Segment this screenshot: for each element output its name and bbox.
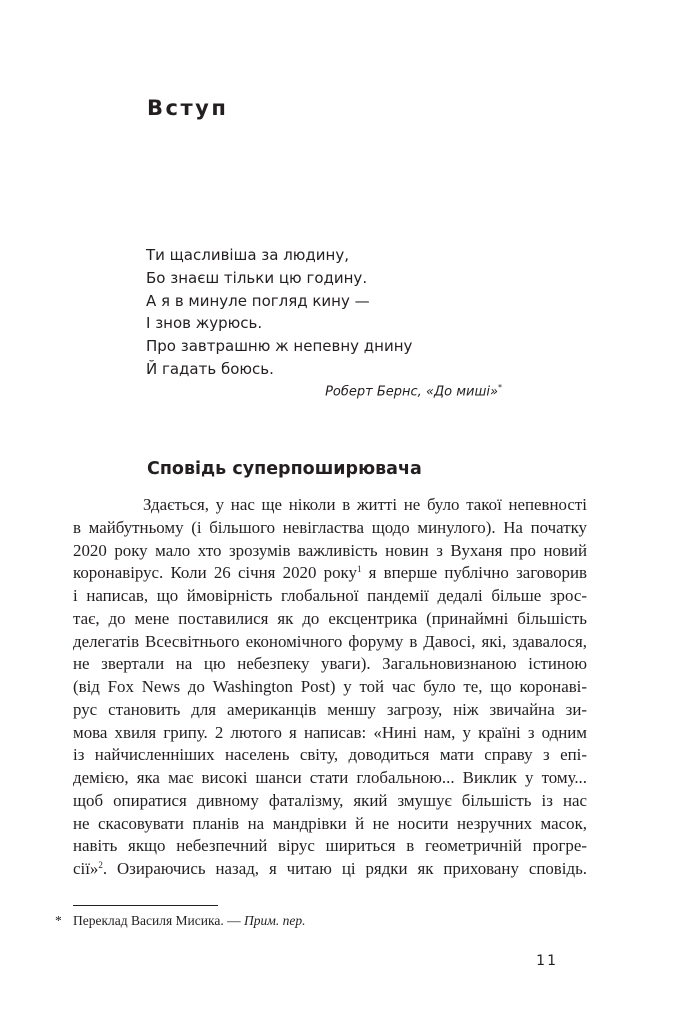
body-line-part: . Озираючись назад, я читаю ці рядки як приховану сповідь.	[102, 859, 587, 878]
footnote-divider	[73, 905, 218, 906]
body-line: щоб опиратися дивному фаталізму, який змушує більшість із нас	[73, 790, 587, 810]
note-reference: 1	[356, 564, 362, 575]
body-line: не скасовувати планів на мандрівки й не носити незручних масок,	[73, 813, 587, 833]
note-reference: 2	[98, 860, 103, 870]
body-line: тає, до мене поставилися як до ексцентрика (принаймні більшість	[73, 608, 587, 628]
body-line-part: сії»	[73, 859, 99, 878]
epigraph	[146, 244, 506, 381]
chapter-title: Вступ	[147, 96, 229, 120]
body-line: не звертали на цю небезпеку уваги). Загальновизнаною істиною	[73, 654, 587, 674]
body-paragraph	[73, 494, 587, 881]
attribution-footnote-mark: *	[498, 383, 502, 392]
body-line: (від Fox News до Washington Post) у той час було те, що коронаві-	[73, 677, 587, 696]
body-line: 2020 року мало хто зрозумів важливість новин з Вуханя про новий	[73, 540, 587, 560]
body-line	[73, 562, 587, 585]
body-line	[73, 858, 587, 881]
section-heading: Сповідь суперпоширювача	[147, 459, 422, 479]
epigraph-line: Ти щасливіша за людину,	[146, 246, 349, 264]
epigraph-line: Й гадать боюсь.	[146, 359, 274, 378]
footnote	[55, 913, 305, 929]
body-line: і написав, що ймовірність глобальної пандемії дедалі більше зрос-	[73, 586, 587, 605]
epigraph-line: І знов журюсь.	[146, 314, 263, 333]
body-line: в майбутньому (і більшого невігластва щодо минулого). На початку	[73, 517, 587, 537]
attribution-text: Роберт Бернс, «До миші»	[325, 384, 498, 400]
epigraph-line: А я в минуле погляд кину —	[146, 291, 370, 310]
footnote-mark: *	[55, 913, 62, 928]
body-line: навіть якщо небезпечний вірус шириться в геометричній прогре-	[73, 836, 587, 856]
footnote-text: Переклад Василя Мисика. —	[73, 913, 244, 928]
footnote-italic-note: Прим. пер.	[243, 913, 306, 928]
epigraph-attribution	[325, 383, 502, 399]
body-line: делегатів Всесвітнього економічного форуму в Давосі, які, здавалося,	[73, 631, 587, 651]
body-line: рус становить для американців меншу загрозу, ніж звичайна зи-	[73, 699, 587, 719]
body-line-part: коронавірус. Коли 26 січня 2020 року	[73, 563, 357, 583]
body-line: мова хвиля грипу. 2 лютого я написав: «Нині нам, у країні з одним	[73, 722, 587, 742]
body-line: Здається, у нас ще ніколи в житті не було такої непевності	[143, 495, 587, 514]
body-line-part: я вперше публічно заговорив	[361, 563, 587, 583]
page-number: 11	[536, 953, 558, 969]
body-line: із найчисленніших населень світу, доводиться мати справу з епі-	[73, 745, 587, 765]
body-line: демією, яка має високі шанси стати глобальною... Виклик у тому...	[73, 768, 587, 787]
epigraph-line: Бо знаєш тільки цю годину.	[146, 268, 368, 287]
epigraph-line: Про завтрашню ж непевну днину	[146, 337, 413, 356]
